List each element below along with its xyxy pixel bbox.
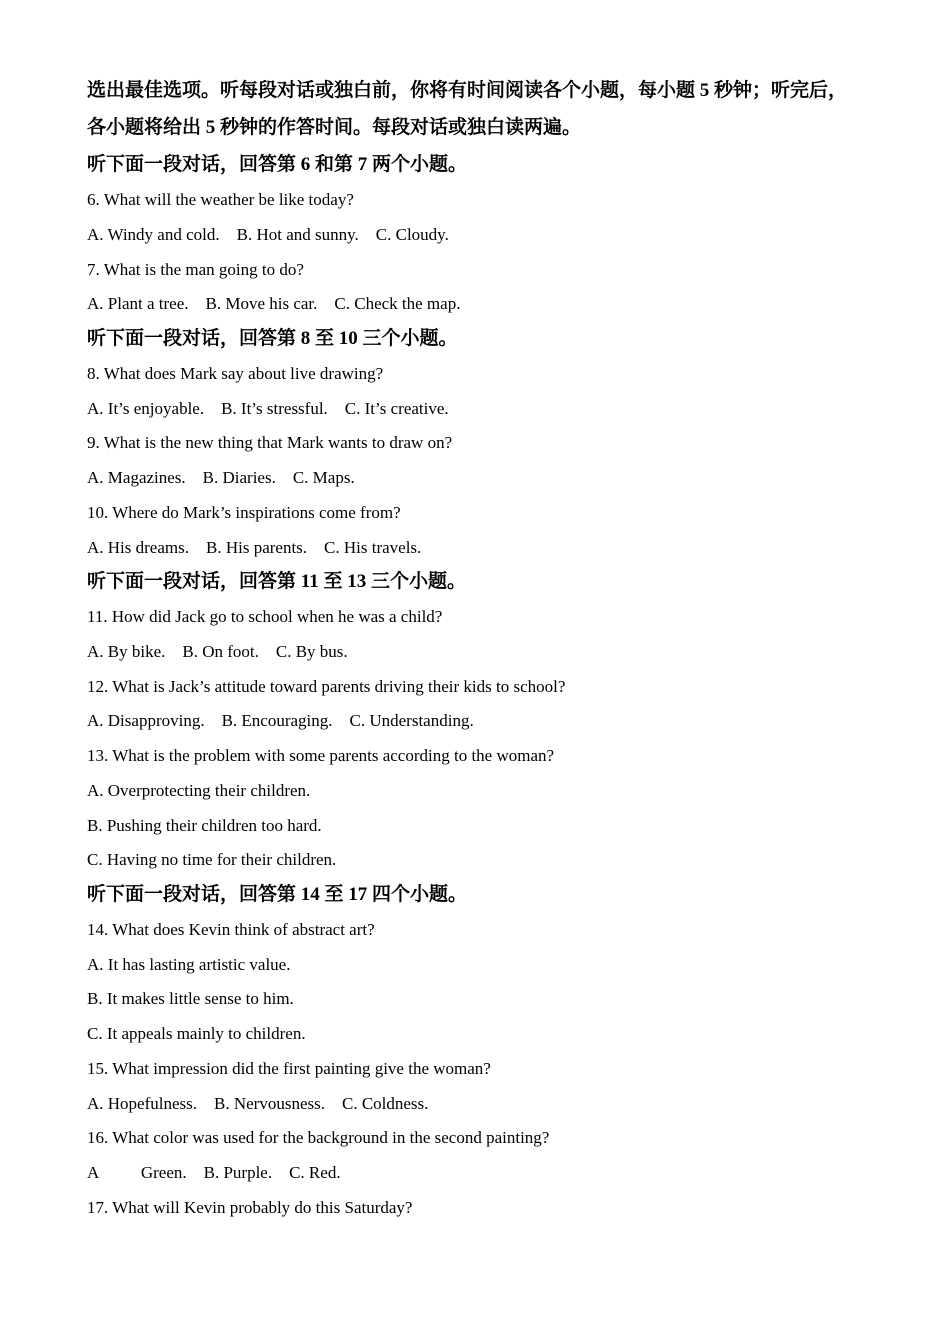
question-text: 7. What is the man going to do?	[87, 259, 304, 279]
instructions-line-2: 各小题将给出 5 秒钟的作答时间。每段对话或独白读两遍。	[87, 117, 582, 138]
answer-options: A Green. B. Purple. C. Red.	[87, 1163, 341, 1182]
answer-options: B. Pushing their children too hard.	[87, 815, 322, 835]
question-text: 6. What will the weather be like today?	[87, 190, 354, 209]
answer-options: A. Disapproving. B. Encouraging. C. Understanding.	[87, 711, 474, 731]
question-text: 17. What will Kevin probably do this Saturday?	[87, 1197, 413, 1217]
question-text: 14. What does Kevin think of abstract art?	[87, 919, 375, 939]
question-text: 8. What does Mark say about live drawing?	[87, 363, 384, 383]
question-text: 11. How did Jack go to school when he was a child?	[87, 607, 443, 626]
question-text: 13. What is the problem with some parents according to the woman?	[87, 746, 555, 765]
section-heading: 听下面一段对话，回答第 8 至 10 三个小题。	[87, 328, 458, 349]
question-text: 12. What is Jack’s attitude toward parents driving their kids to school?	[87, 676, 566, 696]
answer-options: A. His dreams. B. His parents. C. His travels.	[87, 537, 422, 557]
document-page	[87, 72, 887, 1226]
question-text: 15. What impression did the first painting give the woman?	[87, 1058, 491, 1078]
question-text: 9. What is the new thing that Mark wants to draw on?	[87, 433, 453, 453]
answer-options: A. By bike. B. On foot. C. By bus.	[87, 641, 348, 661]
answer-options: B. It makes little sense to him.	[87, 989, 294, 1009]
answer-options: C. It appeals mainly to children.	[87, 1024, 306, 1043]
answer-options: C. Having no time for their children.	[87, 850, 337, 870]
answer-options: A. Plant a tree. B. Move his car. C. Check the map.	[87, 294, 461, 314]
answer-options: A. Magazines. B. Diaries. C. Maps.	[87, 468, 355, 487]
section-heading: 听下面一段对话，回答第 14 至 17 四个小题。	[87, 884, 468, 905]
section-heading: 听下面一段对话，回答第 11 至 13 三个小题。	[87, 571, 466, 593]
answer-options: A. It’s enjoyable. B. It’s stressful. C. It’s creative.	[87, 398, 449, 418]
answer-options: A. Windy and cold. B. Hot and sunny. C. Cloudy.	[87, 224, 449, 244]
question-list	[87, 183, 887, 1226]
instructions-line-1: 选出最佳选项。听每段对话或独白前，你将有时间阅读各个小题，每小题 5 秒钟；听完后，	[87, 80, 848, 101]
question-text: 10. Where do Mark’s inspirations come from?	[87, 502, 401, 522]
answer-options: A. Hopefulness. B. Nervousness. C. Coldness.	[87, 1093, 429, 1113]
answer-options: A. Overprotecting their children.	[87, 780, 311, 800]
answer-options: A. It has lasting artistic value.	[87, 954, 291, 974]
section-heading: 听下面一段对话，回答第 6 和第 7 两个小题。	[87, 154, 468, 175]
question-text: 16. What color was used for the background in the second painting?	[87, 1128, 550, 1148]
